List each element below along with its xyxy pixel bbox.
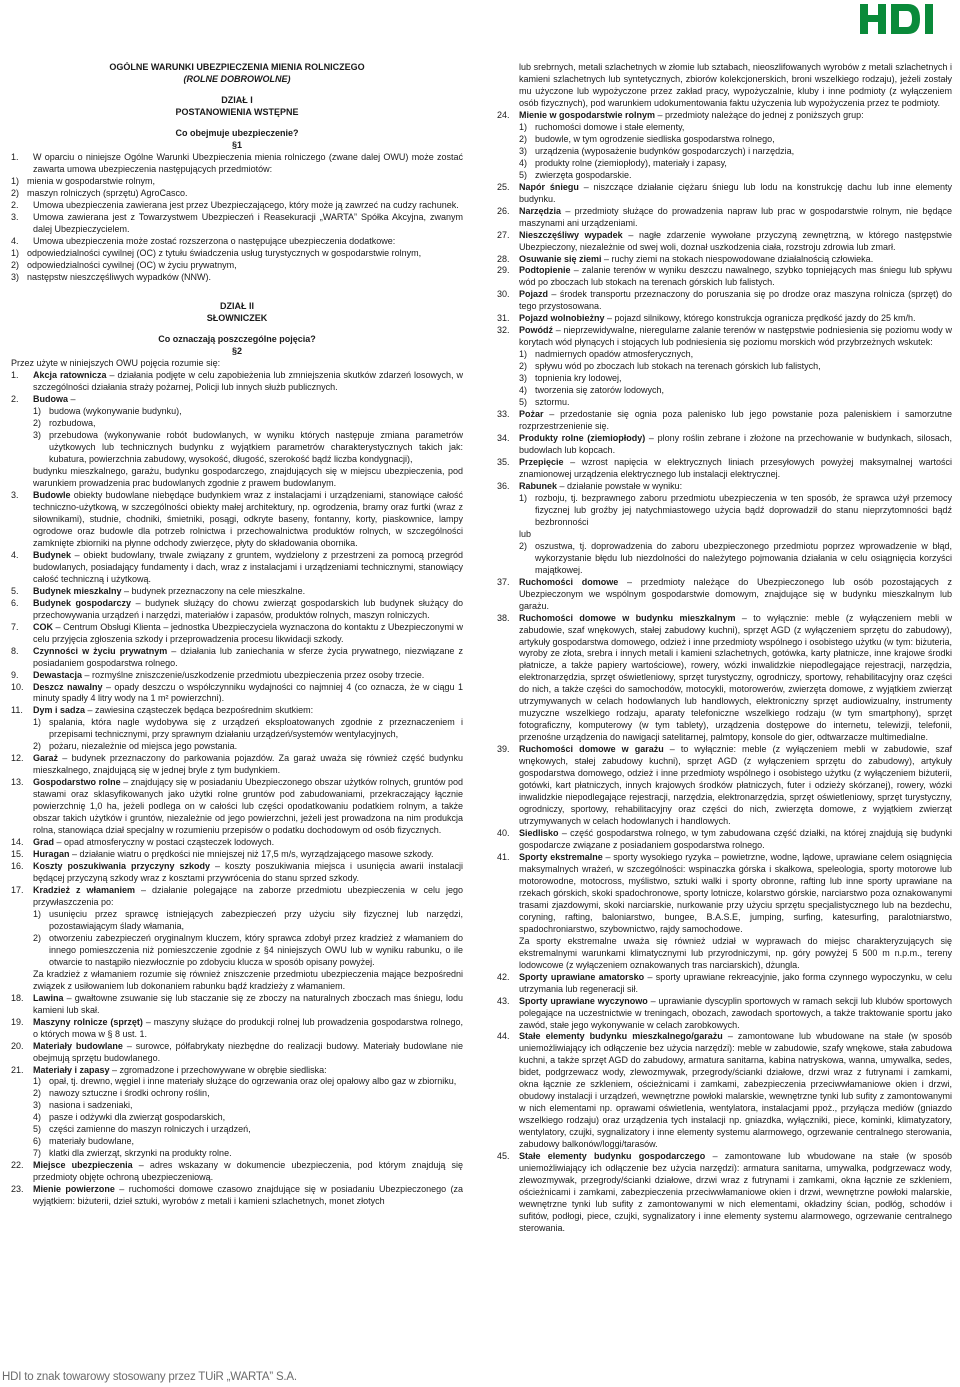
clause-4-point-2: 2) odpowiedzialności cywilnej (OC) w życiu prywatnym,	[11, 259, 237, 270]
definition-17-point-1: 1) usunięciu przez sprawcę istniejących zabezpieczeń przy użyciu siły fizycznej lub narzędzi, pozostawiającym ślady włamania,	[33, 908, 463, 931]
definition-21-point-3: 3) nasiona i sadzeniaki,	[33, 1100, 133, 1111]
section-2-heading: DZIAŁ II	[220, 301, 254, 312]
definition-21-point-2: 2) nawozy sztuczne i środki ochrony roślin,	[33, 1088, 210, 1099]
definition-37: 37. Ruchomości domowe – przedmioty należące do Ubezpieczonego lub osób pozostających z Ubezpieczonym we wspólnym gospodarstwie domowym, znajdujące się w budynku mieszkalnym lub garażu.	[497, 576, 952, 611]
clause-1-point-1: 1) mienia w gospodarstwie rolnym,	[11, 175, 156, 186]
definition-24-point-1: 1) ruchomości domowe i stałe elementy,	[519, 121, 685, 132]
definition-32-point-5: 5) sztormu.	[519, 397, 570, 408]
definition-11-point-2: 2) pożaru, niezależnie od miejsca jego powstania.	[33, 741, 238, 752]
definition-1: 1. Akcja ratownicza – działania podjęte w celu zapobieżenia lub zmniejszenia skutków zdarzeń losowych, w szczególności działania straży pożarnej, Policji lub innych służb publicznych.	[11, 370, 463, 393]
definition-6: 6. Budynek gospodarczy – budynek służący do chowu zwierząt gospodarskich lub budynek służący do przechowywania urządzeń i narzędzi, materiałów i zapasów, produktów rolnych, maszyn rolniczych.	[11, 597, 463, 620]
definition-36-point-2: 2) oszustwa, tj. doprowadzenia do zaboru ubezpieczonego przedmiotu poprzez wprowadzenie w błąd, wykorzystanie błędu lub niezdolności do należytego pojmowania działania w celu osiągnięcia korzyści majątkowej.	[519, 540, 952, 575]
definition-23-cont: lub srebrnych, metali szlachetnych w złomie lub sztabach, nieoszlifowanych wyrobów z metali szlachetnych i kamieni szlachetnych lub syntetycznych, zbiorów kolekcjonerskich, broni wszelkiego rodzaju), jeżeli zostały mu użyczone lub wypożyczone przez zakład pracy, wypożyczalnie, kluby i inne podmioty (z wyłączeniem osób fizycznych), pod warunkiem udokumentowania faktu użyczenia lub wypożyczenia przez te podmioty.	[519, 62, 952, 108]
definition-33: 33. Pożar – przedostanie się ognia poza palenisko lub jego powstanie poza paleniskiem i samorzutne rozprzestrzenienie się.	[497, 409, 952, 432]
paragraph-1-mark: §1	[231, 139, 242, 150]
definition-25: 25. Napór śniegu – niszczące działanie ciężaru śniegu lub lodu na konstrukcję dachu lub inne elementy budynku.	[497, 181, 952, 204]
definition-41: 41. Sporty ekstremalne – sporty wysokiego ryzyka – powietrzne, wodne, lądowe, uprawiane celem osiągnięcia maksymalnych wrażeń, w szczególności: wspinaczka górska i skałkowa, speleologia, sporty motorowe lub motorowodne, motocross, myślistwo, sztuki walki i sporty obronne, rafting lub inne sporty uprawiane na rzekach górskich, skoki spadochronowe, sporty lotnicze, kolarstwo górskie, narciarstwo poza oznakowanymi trasami zjazdowymi, skoki narciarskie, nurkowanie przy użyciu sprzętu specjalistycznego lub na bezdechu, coryning, rafting, baloniarstwo, bungee, B.A.S.E, jumping, surfing, katesurfing, paralotniarstwo, spadochroniarstwo, szybownictwo, rajdy samochodowe.	[497, 851, 952, 934]
clause-1-point-2: 2) maszyn rolniczych (sprzętu) AgroCasco.	[11, 187, 188, 198]
definition-32: 32. Powódź – nieprzewidywalne, nieregularne zalanie terenów w następstwie podniesienia się poziomu wody w korytach wód płynących i stojących lub podniesienia się poziomu morskich wód przybrzeżnych wskutek:	[497, 325, 952, 348]
doc-title: OGÓLNE WARUNKI UBEZPIECZENIA MIENIA ROLNICZEGO	[109, 62, 365, 72]
definition-32-point-4: 4) tworzenia się zatorów lodowych,	[519, 385, 665, 396]
section-2-title: SŁOWNICZEK	[206, 313, 268, 324]
definitions-intro: Przez użyte w niniejszych OWU pojęcia rozumie się:	[11, 358, 221, 369]
definition-26: 26. Narzędzia – przedmioty służące do prowadzenia napraw lub prac w gospodarstwie rolnym, nie będące maszynami ani urządzeniami.	[497, 205, 952, 228]
definition-20: 20. Materiały budowlane – surowce, półfabrykaty niezbędne do realizacji budowy. Materiały budowlane nie obejmują sprzętu budowlanego.	[11, 1040, 463, 1063]
question-1: Co obejmuje ubezpieczenie?	[175, 127, 299, 138]
definition-8: 8. Czynności w życiu prywatnym – działania lub zaniechania w sferze życia prywatnego, niezwiązane z posiadaniem gospodarstwa rolnego.	[11, 645, 463, 668]
definition-2-cont: budynku mieszkalnego, garażu, budynku gospodarczego, znajdujących się w miejscu ubezpieczenia, pod warunkiem prowadzenia prac budowlanych zgodnie z prawem budowlanym.	[33, 466, 463, 489]
definition-2: 2. Budowa –	[11, 394, 76, 405]
definition-24-point-2: 2) budowle, w tym ogrodzenie siedliska gospodarstwa rolnego,	[519, 133, 775, 144]
definition-15: 15. Huragan – działanie wiatru o prędkości nie mniejszej niż 17,5 m/s, wyrządzającego masowe szkody.	[11, 849, 434, 860]
definition-17-point-2: 2) otworzeniu zabezpieczeń oryginalnym kluczem, który sprawca zdobył przez kradzież z włamaniem do innego pomieszczenia niż pomieszczenie zgodnie z §4 niniejszych OWU lub w wyniku rabunku, o ile otwarcie to nastąpiło niezwłocznie po zdobyciu klucza w sposób opisany powyżej.	[33, 932, 463, 967]
clause-4-point-3: 3) następstw nieszczęśliwych wypadków (NNW).	[11, 271, 212, 282]
definition-5: 5. Budynek mieszkalny – budynek przeznaczony na cele mieszkalne.	[11, 585, 306, 596]
definition-24-point-4: 4) produkty rolne (ziemiopłody), materiały i zapasy,	[519, 157, 727, 168]
definition-13: 13. Gospodarstwo rolne – znajdujący się w posiadaniu Ubezpieczonego obszar użytków rolnych, gruntów pod stawami oraz sklasyfikowanych jako użytki rolne gruntów pod zabudowaniami, przekraczający łącznie powierzchnię 1,0 ha, jeżeli podlega on w całości lub części opodatkowaniu podatkiem rolnym, a także obszar takich użytków i gruntów, niezależnie od jego powierzchni, jeżeli jest prowadzona na nim produkcja rolna, stanowiąca dział specjalny w rozumieniu przepisów o podatku dochodowym od osób fizycznych.	[11, 777, 463, 836]
hdi-logo	[858, 0, 946, 36]
definition-21-point-7: 7) klatki dla zwierząt, skrzynki na produkty rolne.	[33, 1148, 232, 1159]
doc-subtitle: (ROLNE DOBROWOLNE)	[183, 73, 291, 84]
clause-3: 3. Umowa zawierana jest z Towarzystwem Ubezpieczeń i Reasekuracji „WARTA” Spółka Akcyjna, zwanym dalej Ubezpieczycielem.	[11, 211, 463, 234]
definition-21-point-1: 1) opał, tj. drewno, węgiel i inne materiały służące do ogrzewania oraz olej opałowy albo gaz w zbiorniku,	[33, 1076, 457, 1087]
paragraph-2-mark: §2	[231, 346, 242, 357]
definition-42: 42. Sporty uprawiane amatorsko – sporty uprawiane rekreacyjnie, jako forma czynnego wypoczynku, w celu utrzymania lub regeneracji sił.	[497, 971, 952, 994]
clause-4-point-1: 1) odpowiedzialności cywilnej (OC) z tytułu świadczenia usług turystycznych w gospodarstwie rolnym,	[11, 247, 422, 258]
definition-24-point-3: 3) urządzenia (wyposażenie budynków gospodarczych) i narzędzia,	[519, 145, 795, 156]
definition-21-point-4: 4) pasze i odżywki dla zwierząt gospodarskich,	[33, 1112, 226, 1123]
clause-4: 4. Umowa ubezpieczenia może zostać rozszerzona o następujące ubezpieczenia dodatkowe:	[11, 235, 396, 246]
definition-11-point-1: 1) spalania, która nagle wydobywa się z urządzeń eksploatowanych zgodnie z przeznaczeniem i przepisami technicznymi, przy sprawnym działaniu urządzeń/systemów wentylacyjnych,	[33, 717, 463, 740]
definition-31: 31. Pojazd wolnobieżny – pojazd silnikowy, którego konstrukcja ogranicza prędkość jazdy do 25 km/h.	[497, 313, 916, 324]
definition-38: 38. Ruchomości domowe w budynku mieszkalnym – to wyłącznie: meble (z wyłączeniem mebli w zabudowie, szaf wnękowych, stałej zabudowy kuchni), sprzęt AGD (z wyłączeniem sprzętu do zabudowy), artykuły gospodarstwa domowego, odzież i inne przedmioty wspólnego i osobistego użytku (w tym: biżuteria, wyroby ze złota, srebra i innych metali i kamieni szlachetnych, gotówka, karty płatnicze, inne krajowe środki płatnicze, a także papiery wartościowe), rowery, wózki inwalidzkie niepodlegające rejestracji, narzędzia, elektronarzędzia, sprzęt oświetleniowy, sprzęt turystyczny, ogrodniczy, sportowy, rehabilitacyjny oraz części do nich, a także części do samochodów, motocykli, motorowerów, zwierzęta domowe, z wyjątkiem zwierząt utrzymywanych w celach hodowlanych lub handlowych, elektroniczny sprzęt audiowizualny, instrumenty muzyczne wszelkiego rodzaju, aparaty telefoniczne wszelkiego rodzaju (w tym smartphony), sprzęt fotograficzny, komputerowy (w tym tablety), urządzenia dostępowe do internetu, telewizji, telefonii, przenośne urządzenia do nawigacji satelitarnej, palmtopy, konsole do gier, odtwarzacze multimedialne.	[497, 612, 952, 743]
section-1-heading: DZIAŁ I	[221, 94, 253, 105]
definition-11: 11. Dym i sadza – zawiesina cząsteczek będąca bezpośrednim skutkiem:	[11, 705, 314, 716]
definition-10: 10. Deszcz nawalny – opady deszczu o współczynniku wydajności co najmniej 4 (co oznacza, że w ciągu 1 minuty spadły 4 litry wody na 1 m² powierzchni).	[11, 681, 463, 704]
definition-44: 44. Stałe elementy budynku mieszkalnego/garażu – zamontowane lub wbudowane na stałe (w sposób uniemożliwiający ich odłączenie bez użycia narzędzi): meble w zabudowie, szafy wnękowe, stała zabudowa kuchni, a także sprzęt AGD do zabudowy, armatura sanitarna, kabina natryskowa, wanna, umywalka, sedes, bidet, podgrzewacz wody, zlewozmywak, przegrody/ścianki działowe, drzwi wraz z futrynami i zamkami, okna łącznie ze szkleniem, ościeżnicami i zamkami, zabezpieczenia przeciwwłamaniowe okien i drzwi, obudowy instalacji i urządzeń, wewnętrzne powłoki malarskie, wewnętrzne tynki lub sufity z zamontowanymi w nich elementami np. oprawami oświetlenia, wentylatora, instalacjami ppoż., przyłącza mediów (gniazdo wszelkiego rodzaju) oraz urządzenia tych instalacji np. gniazdka, wyłączniki, piece, kominki, klimatyzatory, wentylatory, czujki, sygnalizatory i inne elementy systemu alarmowego, ogrzewanie centralnego sterowania, zabudowy balkonów/loggi/tarasów.	[497, 1031, 952, 1150]
clause-1: 1. W oparciu o niniejsze Ogólne Warunki Ubezpieczenia mienia rolniczego (zwane dalej OWU) może zostać zawarta umowa ubezpieczenia następujących przedmiotów:	[11, 151, 463, 174]
definition-41-cont: Za sporty ekstremalne uważa się również udział w wyprawach do miejsc charakteryzujących się ekstremalnymi warunkami klimatycznymi lub przyrodniczymi, np. góry powyżej 5 500 m n.p.m., tereny lodowcowe (z wyłączeniem oznakowanych tras narciarskich), dżungla.	[519, 935, 952, 970]
definition-12: 12. Garaż – budynek przeznaczony do parkowania pojazdów. Za garaż uważa się również część budynku mieszkalnego, znajdującą się w jednej bryle z tym budynkiem.	[11, 753, 463, 776]
definition-36-point-1: 1) rozboju, tj. bezprawnego zaboru przedmiotu ubezpieczenia w ten sposób, że sprawca użył przemocy fizycznej lub groźby jej natychmiastowego użycia bądź doprowadził do stanu nieprzytomności bądź bezbronności	[519, 492, 952, 527]
definition-28: 28. Osuwanie się ziemi – ruchy ziemi na stokach niespowodowane działalnością człowieka.	[497, 253, 874, 264]
definition-21-point-6: 6) materiały budowlane,	[33, 1136, 135, 1147]
definition-14: 14. Grad – opad atmosferyczny w postaci cząsteczek lodowych.	[11, 837, 275, 848]
definition-9: 9. Dewastacja – rozmyślne zniszczenie/uszkodzenie przedmiotu ubezpieczenia przez osoby trzecie.	[11, 669, 425, 680]
definition-17-cont: Za kradzież z włamaniem rozumie się również zniszczenie przedmiotu ubezpieczenia mające bezpośredni związek z usiłowaniem lub dokonaniem rabunku bądź kradzieży z włamaniem.	[33, 968, 463, 991]
definition-39: 39. Ruchomości domowe w garażu – to wyłącznie: meble (z wyłączeniem mebli w zabudowie, szaf wnękowych, stałej zabudowy kuchni), sprzęt AGD (z wyłączeniem sprzętu do zabudowy), artykuły gospodarstwa domowego, odzież i inne przedmioty wspólnego i osobistego użytku (z wyłączeniem biżuterii, gotówki, kart płatniczych, innych krajowych środków płatniczych, futer i odzieży skórzanej), rowery, wózki inwalidzkie niepodlegające rejestracji, narzędzia, elektronarzędzia, sprzęt oświetleniowy, sprzęt turystyczny, ogrodniczy, sportowy, rehabilitacyjny oraz części do nich, zwierzęta domowe, z wyjątkiem zwierząt utrzymywanych w celach hodowlanych i handlowych.	[497, 744, 952, 827]
definition-7: 7. COK – Centrum Obsługi Klienta – jednostka Ubezpieczyciela wyznaczona do kontaktu z Ubezpieczonymi w celu przyjęcia zgłoszenia szkody i przeprowadzenia procesu likwidacji szkody.	[11, 621, 463, 644]
definition-36: 36. Rabunek – działanie powstałe w wyniku:	[497, 480, 683, 491]
section-1-title: POSTANOWIENIA WSTĘPNE	[175, 106, 299, 117]
clause-2: 2. Umowa ubezpieczenia zawierana jest przez Ubezpieczającego, który może ją zawrzeć na cudzy rachunek.	[11, 199, 459, 210]
definition-30: 30. Pojazd – środek transportu przeznaczony do poruszania się po drodze oraz maszyna rolnicza (sprzęt) do tego przystosowana.	[497, 289, 952, 312]
definition-16: 16. Koszty poszukiwania przyczyny szkody – koszty poszukiwania miejsca i usunięcia awarii instalacji będącej przyczyną szkody wraz z kosztami przywrócenia do stanu sprzed szkody.	[11, 861, 463, 883]
definition-18: 18. Lawina – gwałtowne zsuwanie się lub staczanie się ze zboczy na naturalnych zboczach mas śniegu, lodu kamieni lub skał.	[11, 992, 463, 1015]
definition-36-or: lub	[519, 528, 532, 539]
definition-34: 34. Produkty rolne (ziemiopłody) – plony roślin zebrane i złożone na przechowanie w budynkach, silosach, budowlach lub kopcach.	[497, 433, 952, 455]
definition-2-point-1: 1) budowa (wykonywanie budynku),	[33, 406, 182, 417]
definition-3: 3. Budowle obiekty budowlane niebędące budynkiem wraz z instalacjami i urządzeniami, stanowiące całość techniczno-użytkową, w szczególności obiekty małej architektury, np. ogrodzenia, bramy oraz furtki (wraz z siłownikami), studnie, chodniki, śmietniki, posągi, odkryte baseny, fontanny, korty, piaskownice, lampy ogrodowe oraz budowle dla potrzeb rolnictwa i przechowalnictwa produktów rolnych, w szczególności zamknięte zbiorniki na płynne odchody zwierzęce, płyty do składowania obornika.	[11, 490, 463, 548]
definition-17: 17. Kradzież z włamaniem – działanie polegające na zaborze przedmiotu ubezpieczenia w celu jego przywłaszczenia po:	[11, 884, 463, 907]
definition-2-point-3: 3) przebudowa (wykonywanie robót budowlanych, w wyniku których następuje zmiana parametrów użytkowych lub technicznych budynku z wyjątkiem parametrów charakterystycznych takich jak: kubatura, powierzchnia zabudowy, wysokość, długość, szerokość bądź liczba kondygnacji),	[33, 430, 463, 465]
definition-21: 21. Materiały i zapasy – zgromadzone i przechowywane w obrębie siedliska:	[11, 1064, 327, 1075]
definition-27: 27. Nieszczęśliwy wypadek – nagłe zdarzenie wywołane przyczyną zewnętrzną, w którego następstwie Ubezpieczony, niezależnie od swej woli, doznał uszkodzenia ciała, rozstroju zdrowia lub zmarł.	[497, 229, 952, 252]
right-column	[497, 62, 952, 1235]
definition-4: 4. Budynek – obiekt budowlany, trwale związany z gruntem, wydzielony z przestrzeni za pomocą przegród budowlanych, posiadający fundamenty i dach, wraz z instalacjami i urządzeniami technicznymi, stanowiący całość techniczną i użytkową.	[11, 549, 463, 584]
definition-2-point-2: 2) rozbudowa,	[33, 418, 96, 429]
definition-43: 43. Sporty uprawiane wyczynowo – uprawianie dyscyplin sportowych w ramach sekcji lub klubów sportowych polegające na uczestnictwie w treningach, obozach, zawodach sportowych, a także traktowanie sportu jako zawód, stałe jego wykonywanie w celach zarobkowych.	[497, 995, 952, 1030]
footer-trademark-note: HDI to znak towarowy stosowany przez TUiR „WARTA” S.A.	[2, 1370, 297, 1383]
definition-29: 29. Podtopienie – zalanie terenów w wyniku deszczu nawalnego, szybko topniejących mas śniegu lub spływu wód po zboczach lub stokach na terenach górskich lub falistych.	[497, 265, 952, 288]
left-column	[11, 62, 463, 1208]
definition-24: 24. Mienie w gospodarstwie rolnym – przedmioty należące do jednej z poniższych grup:	[497, 109, 864, 120]
definition-40: 40. Siedlisko – część gospodarstwa rolnego, w tym zabudowana część działki, na której znajdują się budynki gospodarcze związane z posiadaniem gospodarstwa rolnego.	[497, 828, 952, 850]
definition-45: 45. Stałe elementy budynku gospodarczego – zamontowane lub wbudowane na stałe (w sposób uniemożliwiający ich odłączenie bez użycia narzędzi): armatura sanitarna, umywalka, podgrzewacz wody, zlewozmywak, przegrody/ścianki działowe, drzwi wraz z futrynami i zamkami, okna łącznie ze szkleniem, ościeżnicami i zamkami, zabezpieczenia przeciwwłamaniowe okien i drzwi, wewnętrzne powłoki malarskie, wewnętrzne tynki lub sufity z zamontowanymi w nich elementami, okładziny ścian, podłóg, schodów i sufitów, podłogi, piece, czujki, sygnalizatory i inne elementy systemu alarmowego, ogrzewanie centralnego sterowania.	[497, 1151, 952, 1233]
definition-21-point-5: 5) części zamienne do maszyn rolniczych i urządzeń,	[33, 1124, 251, 1135]
definition-24-point-5: 5) zwierzęta gospodarskie.	[519, 169, 632, 180]
definition-19: 19. Maszyny rolnicze (sprzęt) – maszyny służące do produkcji rolnej lub prowadzenia gospodarstwa rolnego, o których mowa w § 8 ust. 1.	[11, 1016, 463, 1039]
definition-32-point-3: 3) topnienia kry lodowej,	[519, 373, 622, 384]
definition-35: 35. Przepięcie – wzrost napięcia w elektrycznych liniach przesyłowych powyżej maksymalnej wartości znamionowej urządzenia elektrycznego lub instalacji elektrycznej.	[497, 456, 952, 479]
question-2: Co oznaczają poszczególne pojęcia?	[158, 334, 316, 345]
definition-22: 22. Miejsce ubezpieczenia – adres wskazany w dokumencie ubezpieczenia, pod którym znajdują się przedmioty objęte ochroną ubezpieczeniową.	[11, 1160, 463, 1183]
definition-32-point-1: 1) nadmiernych opadów atmosferycznych,	[519, 349, 694, 360]
definition-32-point-2: 2) spływu wód po zboczach lub stokach na terenach górskich lub falistych,	[519, 361, 821, 372]
definition-23: 23. Mienie powierzone – ruchomości domowe czasowo znajdujące się w posiadaniu Ubezpieczonego (za wyjątkiem: biżuterii, dzieł sztuki, wyrobów z metali i kamieni szlachetnych, monet złotych	[11, 1184, 463, 1207]
